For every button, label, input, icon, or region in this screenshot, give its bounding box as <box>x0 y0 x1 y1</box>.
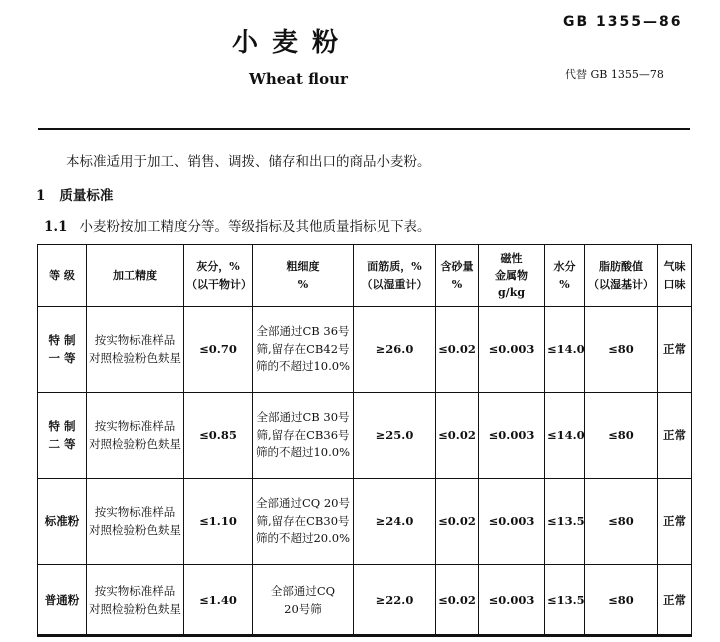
cell-moisture: ≤14.0 <box>545 307 585 393</box>
cell-grade: 普通粉 <box>38 565 87 637</box>
header-acid: 脂肪酸值 （以湿基计） <box>585 245 658 307</box>
table-bottom-rule <box>37 634 691 636</box>
header-odor: 气味 口味 <box>658 245 692 307</box>
intro-paragraph: 本标准适用于加工、销售、调拨、储存和出口的商品小麦粉。 <box>66 154 431 170</box>
table-row <box>38 479 692 565</box>
cell-odor: 正常 <box>658 479 692 565</box>
cell-gluten: ≥26.0 <box>354 307 436 393</box>
table-row <box>38 307 692 393</box>
cell-sand: ≤0.02 <box>436 393 479 479</box>
header-ash: 灰分，% （以干物计） <box>184 245 253 307</box>
section-heading <box>36 184 113 204</box>
header-gluten: 面筋质，% （以湿重计） <box>354 245 436 307</box>
cell-sand: ≤0.02 <box>436 565 479 637</box>
replaces-standard: 代替 GB 1355—78 <box>565 68 664 81</box>
table-header-row <box>38 245 692 307</box>
cell-fineness: 全部通过CB 36号 筛,留存在CB42号 筛的不超过10.0% <box>253 307 354 393</box>
table-row <box>38 565 692 637</box>
cell-gluten: ≥25.0 <box>354 393 436 479</box>
cell-gluten: ≥24.0 <box>354 479 436 565</box>
header-grade: 等 级 <box>38 245 87 307</box>
cell-acid: ≤80 <box>585 393 658 479</box>
cell-acid: ≤80 <box>585 479 658 565</box>
document-title-english: Wheat flour <box>249 70 348 88</box>
cell-metal: ≤0.003 <box>479 565 545 637</box>
cell-metal: ≤0.003 <box>479 479 545 565</box>
cell-odor: 正常 <box>658 565 692 637</box>
cell-ash: ≤0.70 <box>184 307 253 393</box>
cell-precision: 按实物标准样品 对照检验粉色麸星 <box>87 393 184 479</box>
cell-odor: 正常 <box>658 393 692 479</box>
cell-metal: ≤0.003 <box>479 307 545 393</box>
cell-precision: 按实物标准样品 对照检验粉色麸星 <box>87 565 184 637</box>
cell-precision: 按实物标准样品 对照检验粉色麸星 <box>87 307 184 393</box>
subsection-text: 小麦粉按加工精度分等。等级指标及其他质量指标见下表。 <box>79 219 431 235</box>
section-number: 1 <box>36 188 46 204</box>
cell-sand: ≤0.02 <box>436 307 479 393</box>
cell-gluten: ≥22.0 <box>354 565 436 637</box>
cell-acid: ≤80 <box>585 307 658 393</box>
table-row <box>38 393 692 479</box>
subsection-number: 1.1 <box>44 219 68 235</box>
section-title: 质量标准 <box>59 188 114 204</box>
cell-odor: 正常 <box>658 307 692 393</box>
cell-sand: ≤0.02 <box>436 479 479 565</box>
cell-metal: ≤0.003 <box>479 393 545 479</box>
cell-grade: 特 制 一 等 <box>38 307 87 393</box>
cell-acid: ≤80 <box>585 565 658 637</box>
cell-ash: ≤1.40 <box>184 565 253 637</box>
quality-standards-table <box>37 244 692 637</box>
cell-moisture: ≤13.5 <box>545 565 585 637</box>
cell-fineness: 全部通过CQ 20号筛 <box>253 565 354 637</box>
cell-ash: ≤1.10 <box>184 479 253 565</box>
cell-fineness: 全部通过CQ 20号 筛,留存在CB30号 筛的不超过20.0% <box>253 479 354 565</box>
cell-grade: 标准粉 <box>38 479 87 565</box>
subsection-paragraph <box>44 215 431 235</box>
header-metal: 磁性 金属物 g/kg <box>479 245 545 307</box>
document-title-chinese: 小麦粉 <box>232 28 353 58</box>
cell-precision: 按实物标准样品 对照检验粉色麸星 <box>87 479 184 565</box>
header-fineness: 粗细度 % <box>253 245 354 307</box>
cell-moisture: ≤14.0 <box>545 393 585 479</box>
header-sand: 含砂量 % <box>436 245 479 307</box>
header-divider <box>38 128 690 130</box>
cell-moisture: ≤13.5 <box>545 479 585 565</box>
cell-grade: 特 制 二 等 <box>38 393 87 479</box>
header-precision: 加工精度 <box>87 245 184 307</box>
cell-fineness: 全部通过CB 30号 筛,留存在CB36号 筛的不超过10.0% <box>253 393 354 479</box>
standard-code: GB 1355—86 <box>563 14 683 30</box>
cell-ash: ≤0.85 <box>184 393 253 479</box>
header-moisture: 水分 % <box>545 245 585 307</box>
